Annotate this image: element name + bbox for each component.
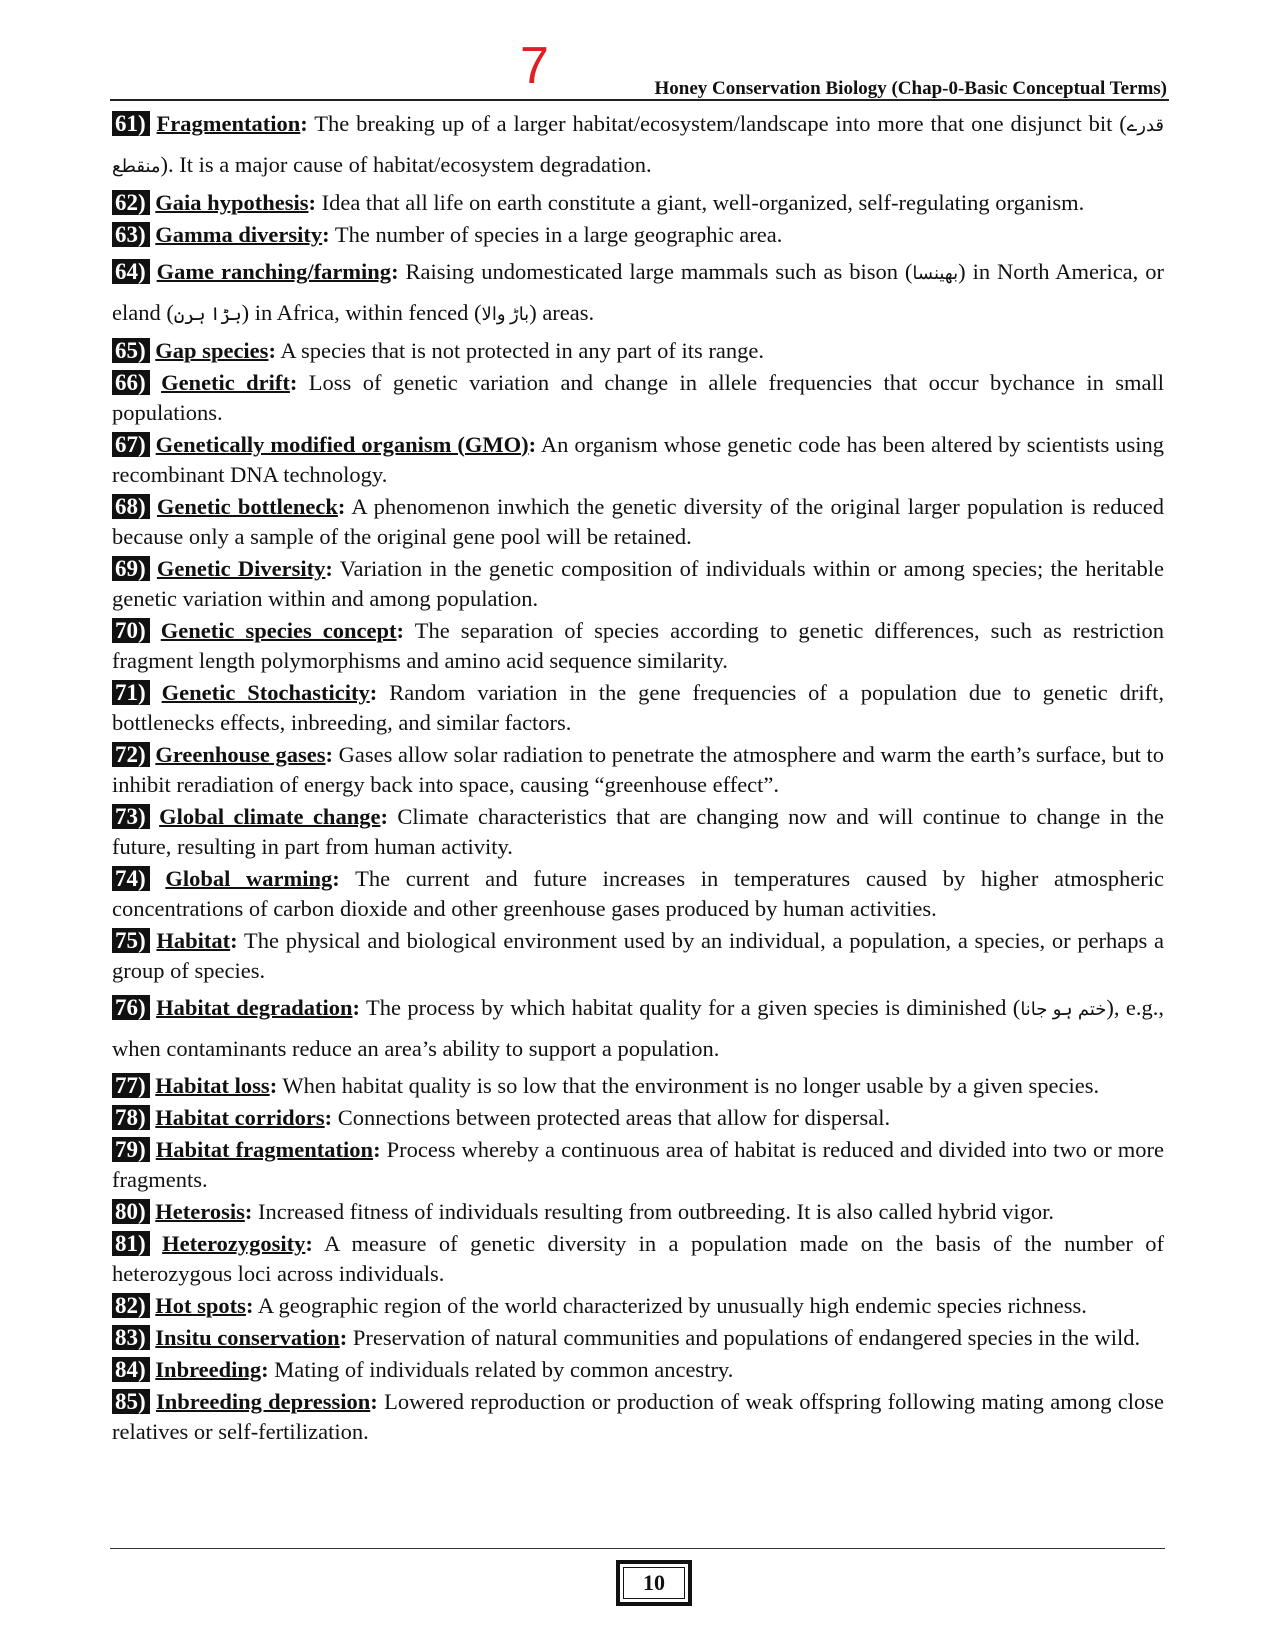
entry-term: Inbreeding xyxy=(155,1357,262,1382)
entry-term: Hot spots xyxy=(155,1293,246,1318)
entry-number: 71) xyxy=(112,680,150,705)
running-header-title: Honey Conservation Biology (Chap-0-Basic Conceptual Terms) xyxy=(654,78,1167,99)
entry-definition: Gases allow solar radiation to penetrate the atmosphere and warm the earth’s surface, but to inhibit reradiation of energy back into space, causing “greenhouse effect”. xyxy=(112,742,1165,797)
entry-definition: Mating of individuals related by common ancestry. xyxy=(274,1357,734,1382)
entry-term: Global climate change xyxy=(159,804,381,829)
entry-definition: A measure of genetic diversity in a population made on the basis of the number of heterozygous loci across individuals. xyxy=(112,1231,1165,1286)
glossary-entry-68: 68) Genetic bottleneck: A phenomenon inwhich the genetic diversity of the original larger population is reduced because only a sample of the original gene pool will be retained. xyxy=(112,494,1164,549)
entry-number: 78) xyxy=(112,1105,150,1130)
entry-term: Heterozygosity xyxy=(162,1231,306,1256)
entry-definition: Preservation of natural communities and populations of endangered species in the wild. xyxy=(352,1325,1141,1350)
glossary-entry-82: 82) Hot spots: A geographic region of the world characterized by unusually high endemic species richness. xyxy=(112,1291,1164,1321)
entry-number: 74) xyxy=(112,866,150,891)
entry-term: Gap species xyxy=(155,338,269,363)
entry-number: 68) xyxy=(112,494,150,519)
entry-term: Game ranching/farming xyxy=(156,259,392,284)
glossary-entry-66: 66) Genetic drift: Loss of genetic variation and change in allele frequencies that occur bychance in small populations. xyxy=(112,370,1164,425)
entry-definition: A species that is not protected in any part of its range. xyxy=(280,338,764,363)
glossary-entry-73: 73) Global climate change: Climate characteristics that are changing now and will continue to change in the future, resulting in part from human activity. xyxy=(112,804,1165,859)
entry-definition: Process whereby a continuous area of habitat is reduced and divided into two or more fragments. xyxy=(112,1137,1164,1192)
glossary-entry-71: 71) Genetic Stochasticity: Random variation in the gene frequencies of a population due to genetic drift, bottlenecks effects, inbreeding, and similar factors. xyxy=(112,680,1164,735)
entry-definition: The process by which habitat quality for a given species is diminished ( xyxy=(366,995,1021,1020)
glossary-entry-72: 72) Greenhouse gases: Gases allow solar radiation to penetrate the atmosphere and warm the earth’s surface, but to inhibit reradiation of energy back into space, causing “greenhouse effect”. xyxy=(112,742,1165,797)
entry-definition: The breaking up of a larger habitat/ecosystem/landscape into more that one disjunct bit ( xyxy=(314,111,1127,136)
entry-number: 66) xyxy=(112,370,150,395)
entry-definition: A phenomenon inwhich the genetic diversity of the original larger population is reduced because only a sample of the original gene pool will be retained. xyxy=(112,494,1164,549)
entry-number: 80) xyxy=(112,1199,150,1224)
entry-number: 69) xyxy=(112,556,150,581)
entry-number: 63) xyxy=(112,222,150,247)
entry-term: Fragmentation xyxy=(156,111,301,136)
entry-definition: Random variation in the gene frequencies of a population due to genetic drift, bottlenecks effects, inbreeding, and similar factors. xyxy=(112,680,1164,735)
entry-definition-cont: ). It is a major cause of habitat/ecosystem degradation. xyxy=(160,152,652,177)
entry-number: 83) xyxy=(112,1325,150,1350)
entry-number: 84) xyxy=(112,1357,150,1382)
entry-definition: Raising undomesticated large mammals such as bison ( xyxy=(405,259,913,284)
entry-definition: Idea that all life on earth constitute a giant, well-organized, self-regulating organism. xyxy=(321,190,1085,215)
glossary-entry-64: 64) Game ranching/farming: Raising undomesticated large mammals such as bison (بھینسا) in North America, or eland (بڑا ہرن) in Africa, within fenced (باڑ والا) areas. xyxy=(112,259,1164,325)
entry-definition: Lowered reproduction or production of weak offspring following mating among close relatives or self-fertilization. xyxy=(112,1389,1164,1444)
entry-definition: When habitat quality is so low that the environment is no longer usable by a given species. xyxy=(282,1073,1100,1098)
entry-definition: Connections between protected areas that allow for dispersal. xyxy=(337,1105,891,1130)
entry-definition: A geographic region of the world characterized by unusually high endemic species richness. xyxy=(257,1293,1087,1318)
entry-term: Habitat corridors xyxy=(155,1105,325,1130)
chapter-number: 7 xyxy=(520,37,549,95)
glossary-entry-85: 85) Inbreeding depression: Lowered reproduction or production of weak offspring following mating among close relatives or self-fertilization. xyxy=(112,1389,1164,1444)
entry-term: Genetic bottleneck xyxy=(156,494,338,519)
urdu-gloss: قدرے منقطع xyxy=(112,115,1164,176)
glossary-entry-78: 78) Habitat corridors: Connections between protected areas that allow for dispersal. xyxy=(112,1103,1164,1133)
header-divider xyxy=(110,99,1169,101)
glossary-entry-77: 77) Habitat loss: When habitat quality is so low that the environment is no longer usable by a given species. xyxy=(112,1071,1164,1101)
entry-number: 77) xyxy=(112,1073,150,1098)
glossary-entry-74: 74) Global warming: The current and future increases in temperatures caused by higher atmospheric concentrations of carbon dioxide and other greenhouse gases produced by human activities. xyxy=(112,866,1165,921)
entry-number: 81) xyxy=(112,1231,150,1256)
entry-definition: Increased fitness of individuals resulting from outbreeding. It is also called hybrid vigor. xyxy=(257,1199,1055,1224)
entry-number: 67) xyxy=(112,432,150,457)
footer-divider xyxy=(110,1548,1165,1549)
page-number: 10 xyxy=(623,1567,685,1599)
entry-term: Habitat fragmentation xyxy=(155,1137,374,1162)
entry-definition: The separation of species according to genetic differences, such as restriction fragment length polymorphisms and amino acid sequence similarity. xyxy=(112,618,1164,673)
glossary-entry-81: 81) Heterozygosity: A measure of genetic diversity in a population made on the basis of the number of heterozygous loci across individuals. xyxy=(112,1231,1165,1286)
entry-definition: Loss of genetic variation and change in allele frequencies that occur bychance in small populations. xyxy=(112,370,1164,425)
entry-number: 82) xyxy=(112,1293,150,1318)
entry-number: 85) xyxy=(112,1389,150,1414)
urdu-gloss: بھینسا xyxy=(912,263,959,283)
glossary-entry-75: 75) Habitat: The physical and biological environment used by an individual, a population, a species, or perhaps a group of species. xyxy=(112,928,1165,983)
entry-term: Global warming xyxy=(165,866,333,891)
entry-definition-cont: ), e.g., when contaminants reduce an area’s ability to support a population. xyxy=(112,995,1165,1061)
glossary-entry-67: 67) Genetically modified organism (GMO): An organism whose genetic code has been altered by scientists using recombinant DNA technology. xyxy=(112,432,1165,487)
entry-term: Habitat xyxy=(156,928,231,953)
urdu-gloss: بڑا ہرن xyxy=(173,304,242,324)
entry-term: Habitat degradation xyxy=(156,995,353,1020)
glossary-entry-63: 63) Gamma diversity: The number of species in a large geographic area. xyxy=(112,220,1164,250)
entry-term: Gamma diversity xyxy=(155,222,323,247)
entry-term: Genetic drift xyxy=(161,370,290,395)
entry-definition: An organism whose genetic code has been altered by scientists using recombinant DNA technology. xyxy=(112,432,1165,487)
entry-term: Gaia hypothesis xyxy=(155,190,309,215)
entry-number: 70) xyxy=(112,618,150,643)
entry-number: 65) xyxy=(112,338,150,363)
entry-term: Heterosis xyxy=(155,1199,245,1224)
entry-term: Habitat loss xyxy=(155,1073,270,1098)
entry-definition: The number of species in a large geographic area. xyxy=(334,222,783,247)
glossary-entry-70: 70) Genetic species concept: The separation of species according to genetic differences, such as restriction fragment length polymorphisms and amino acid sequence similarity. xyxy=(112,618,1164,673)
entry-term: Genetically modified organism (GMO) xyxy=(155,432,529,457)
glossary-entry-61: 61) Fragmentation: The breaking up of a larger habitat/ecosystem/landscape into more that one disjunct bit (قدرے منقطع). It is a major cause of habitat/ecosystem degradation. xyxy=(112,111,1164,177)
entry-term: Genetic Stochasticity xyxy=(161,680,370,705)
entry-number: 73) xyxy=(112,804,150,829)
urdu-gloss: باڑ والا xyxy=(481,304,530,324)
glossary-entry-79: 79) Habitat fragmentation: Process whereby a continuous area of habitat is reduced and divided into two or more fragments. xyxy=(112,1137,1164,1192)
entry-term: Genetic species concept xyxy=(160,618,397,643)
entry-definition: Climate characteristics that are changing now and will continue to change in the future, resulting in part from human activity. xyxy=(112,804,1165,859)
entry-number: 72) xyxy=(112,742,150,767)
glossary-entry-84: 84) Inbreeding: Mating of individuals related by common ancestry. xyxy=(112,1355,1164,1385)
glossary-entry-65: 65) Gap species: A species that is not protected in any part of its range. xyxy=(112,336,1164,366)
glossary-entry-83: 83) Insitu conservation: Preservation of natural communities and populations of endangered species in the wild. xyxy=(112,1323,1164,1353)
entry-number: 75) xyxy=(112,928,150,953)
entry-number: 64) xyxy=(112,259,150,284)
entry-term: Greenhouse gases xyxy=(155,742,326,767)
entry-definition: The physical and biological environment used by an individual, a population, a species, or perhaps a group of species. xyxy=(112,928,1165,983)
glossary-entry-76: 76) Habitat degradation: The process by which habitat quality for a given species is diminished (ختم ہو جانا), e.g., when contaminants reduce an area’s ability to support a population. xyxy=(112,995,1165,1061)
entry-definition: Variation in the genetic composition of individuals within or among species; the heritable genetic variation within and among population. xyxy=(112,556,1164,611)
page-number-box xyxy=(616,1560,692,1606)
glossary-list xyxy=(112,104,1164,1449)
glossary-entry-69: 69) Genetic Diversity: Variation in the genetic composition of individuals within or among species; the heritable genetic variation within and among population. xyxy=(112,556,1164,611)
glossary-entry-80: 80) Heterosis: Increased fitness of individuals resulting from outbreeding. It is also called hybrid vigor. xyxy=(112,1197,1164,1227)
urdu-gloss: ختم ہو جانا xyxy=(1020,999,1107,1019)
entry-term: Genetic Diversity xyxy=(156,556,326,581)
entry-term: Inbreeding depression xyxy=(155,1389,371,1414)
entry-number: 61) xyxy=(112,111,150,136)
entry-number: 76) xyxy=(112,995,150,1020)
glossary-entry-62: 62) Gaia hypothesis: Idea that all life on earth constitute a giant, well-organized, self-regulating organism. xyxy=(112,188,1164,218)
entry-definition: The current and future increases in temperatures caused by higher atmospheric concentrations of carbon dioxide and other greenhouse gases produced by human activities. xyxy=(112,866,1165,921)
entry-number: 62) xyxy=(112,190,150,215)
entry-number: 79) xyxy=(112,1137,150,1162)
entry-term: Insitu conservation xyxy=(155,1325,340,1350)
